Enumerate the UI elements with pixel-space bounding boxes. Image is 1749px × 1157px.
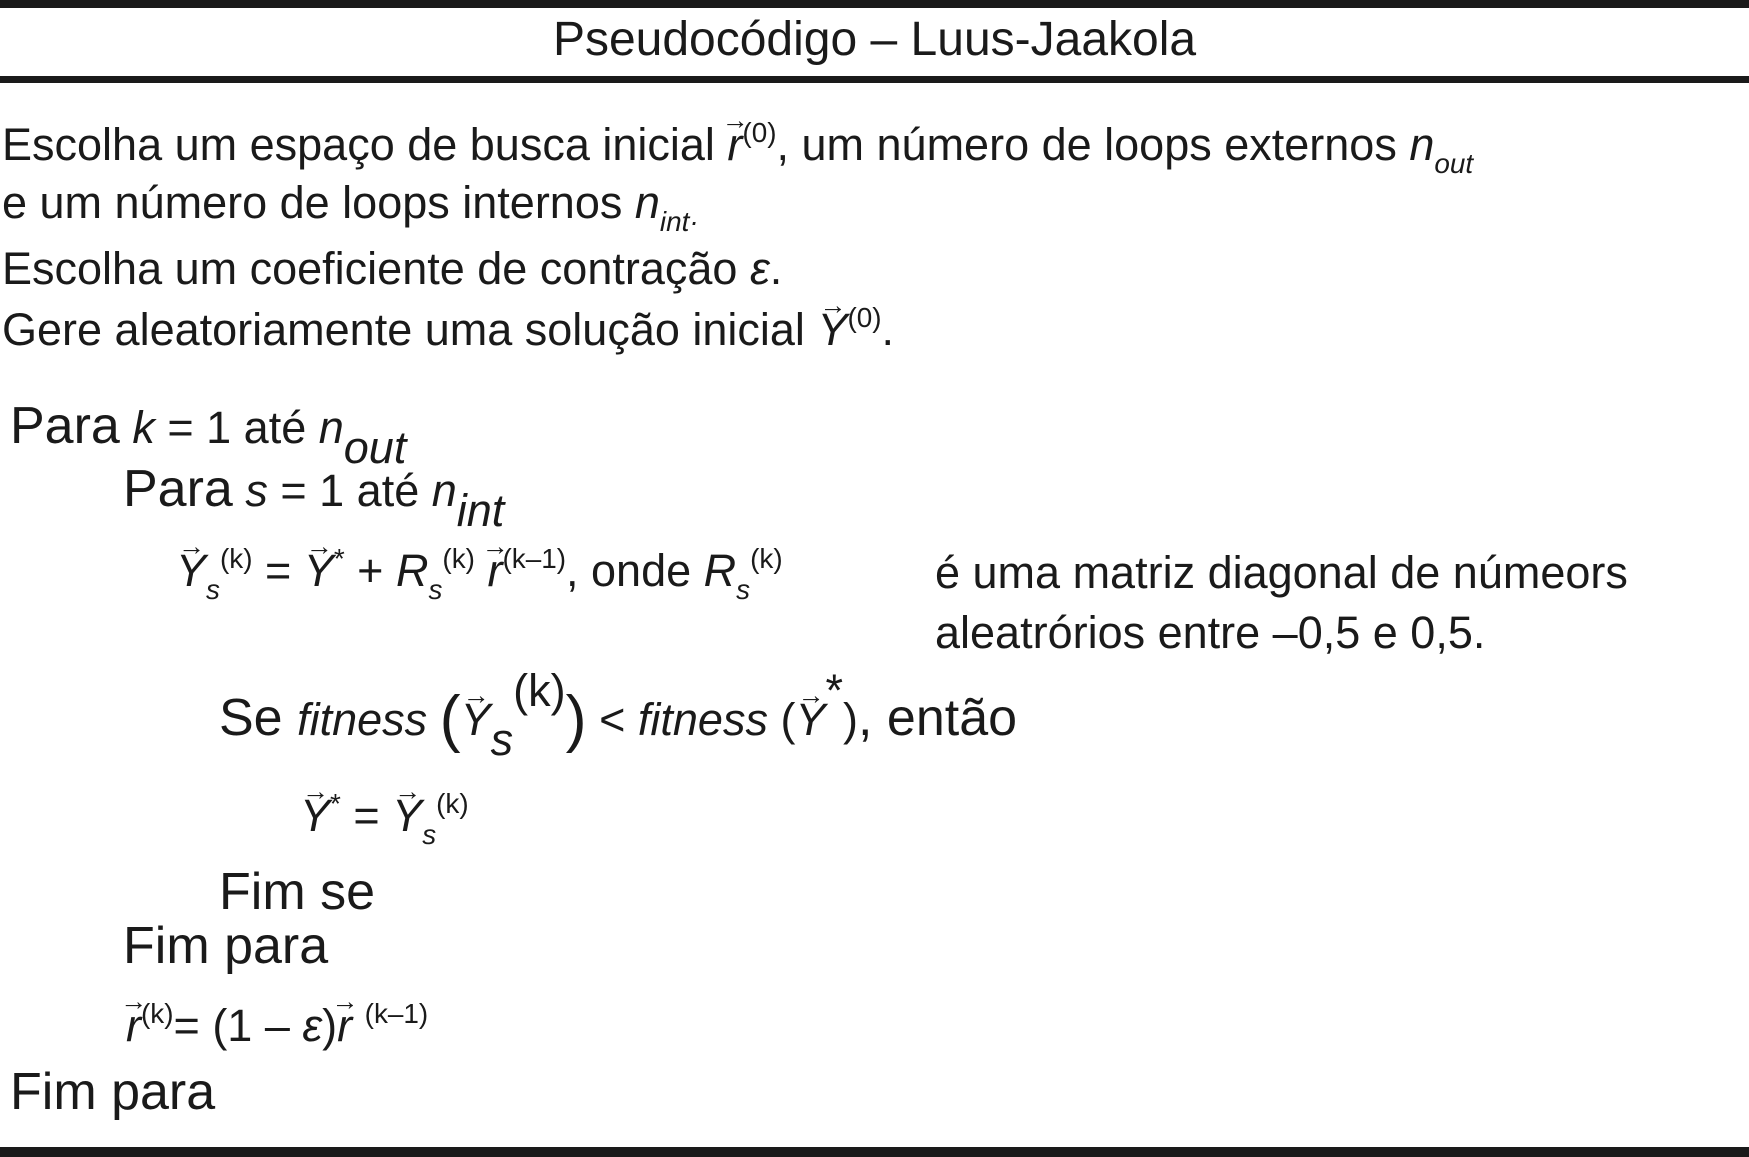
title-rule	[0, 76, 1749, 83]
contraction-update: → $r^{(k)}= (1 - \varepsilon)\to r$ $^{(k-1)}$	[126, 1003, 428, 1048]
matrix-description-2: aleatrórios entre –0,5 e 0,5.	[935, 607, 1486, 658]
intro-line-1: Escolha um espaço de busca inicial → $r^{(0)}$, um número de loops externos $n_{out}$	[2, 122, 1473, 167]
end-inner-loop: Fim para	[123, 917, 329, 975]
top-rule	[0, 0, 1749, 8]
end-if: Fim se	[219, 863, 375, 921]
intro-line-2: e um número de loops internos $n_{int\cdot}$	[2, 177, 699, 237]
candidate-equation: → $Y_s^{(k)}$ = → $Y^* + R_s^{(k)} \to r^{(k-1)}$, onde $R_s^{(k)}$	[176, 548, 783, 593]
matrix-description-1: é uma matriz diagonal de númeors	[935, 547, 1628, 598]
page-title: Pseudocódigo – Luus-Jaakola	[552, 13, 1197, 66]
bottom-rule	[0, 1147, 1749, 1157]
inner-loop-header: Para s = 1 até $n_{int}$	[123, 460, 505, 537]
intro-line-3: Escolha um coeficiente de contração ε.	[2, 243, 783, 294]
if-condition: Se fitness (→ $Y_s^{(k)}$) < fitness (→ Y*), então	[219, 688, 1017, 751]
outer-loop-header: Para k = 1 até $n_{out}$	[10, 397, 407, 474]
intro-line-4: Gere aleatoriamente uma solução inicial → $Y^{(0)}$.	[2, 307, 894, 352]
end-outer-loop: Fim para	[10, 1063, 216, 1121]
best-update: → Y* = → $Y_s^{(k)}$	[300, 793, 469, 838]
